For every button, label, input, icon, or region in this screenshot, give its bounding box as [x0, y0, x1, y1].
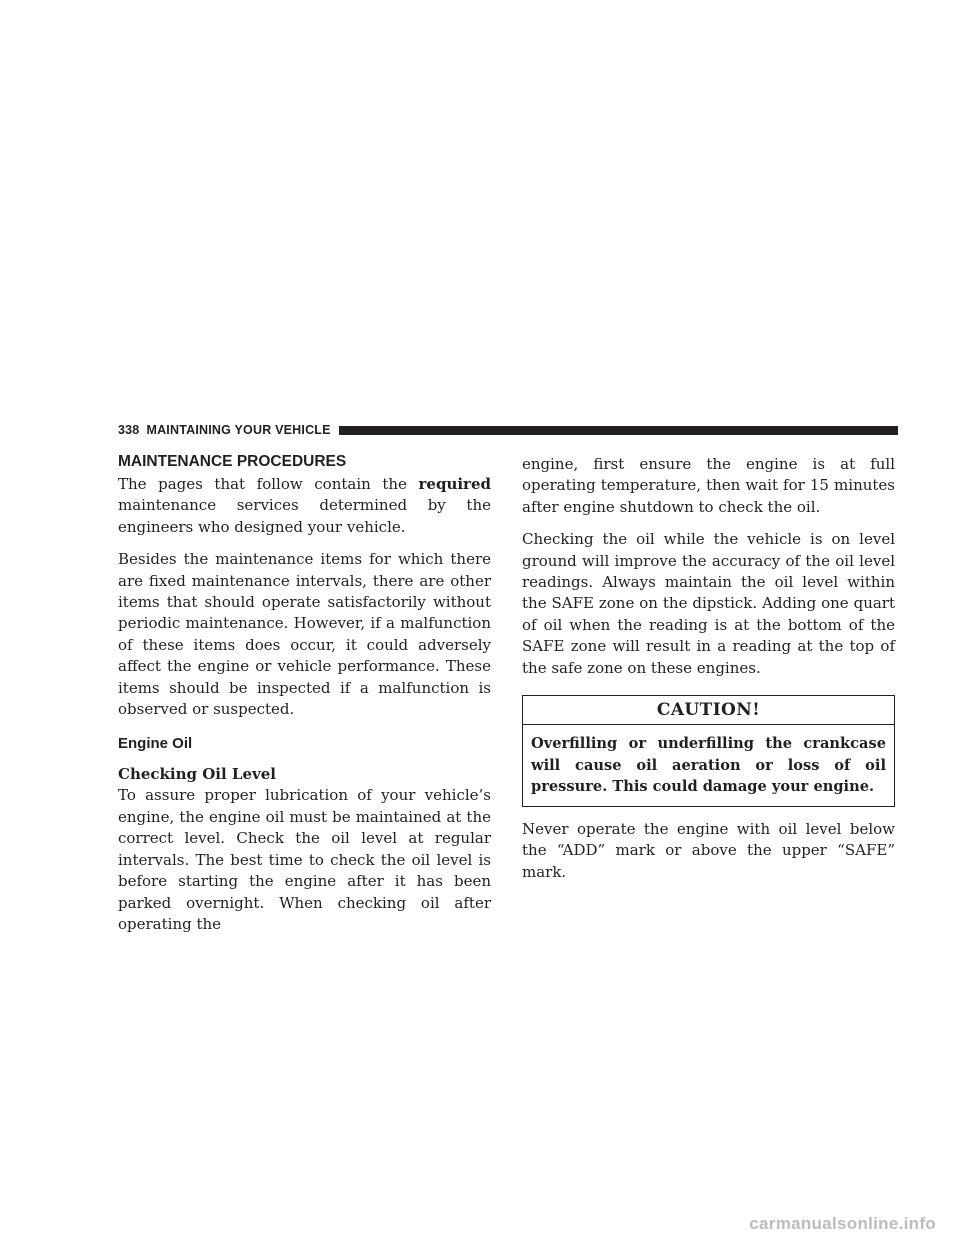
- caution-title: CAUTION!: [523, 696, 894, 725]
- maintenance-procedures-heading: MAINTENANCE PROCEDURES: [118, 453, 347, 470]
- header-rule: [339, 426, 898, 435]
- intro-text-end: maintenance services determined by the engineers who designed your vehicle.: [118, 496, 491, 536]
- section-title: MAINTAINING YOUR VEHICLE: [146, 423, 331, 437]
- intro-required-word: required: [418, 475, 491, 493]
- caution-box: [522, 695, 895, 807]
- maintenance-items-paragraph: Besides the maintenance items for which there are fixed maintenance intervals, there are other items that should operate satisfactorily without periodic maintenance. However, if a malfunction of these items does occur, it could adversely affect the engine or vehicle performance. These items should be inspected if a malfunction is observed or suspected.: [118, 550, 491, 719]
- page-header: [118, 422, 898, 438]
- oil-level-paragraph: To assure proper lubrication of your vehicle’s engine, the engine oil must be maintained at the correct level. Check the oil level at regular intervals. The best time to check the oil level is before starting the engine after it has been parked overnight. When checking oil after operating the: [118, 786, 491, 933]
- left-column: [118, 452, 491, 946]
- caution-text: Overfilling or underfilling the crankcase will cause oil aeration or loss of oil pressure. This could damage your engine.: [531, 735, 886, 796]
- right-column: [522, 454, 895, 894]
- watermark: carmanualsonline.info: [749, 1214, 936, 1233]
- engine-oil-heading: Engine Oil: [118, 735, 193, 753]
- page-number: 338: [118, 423, 140, 437]
- intro-text-start: The pages that follow contain the: [118, 475, 419, 493]
- intro-paragraph: [118, 474, 491, 538]
- level-ground-paragraph: Checking the oil while the vehicle is on level ground will improve the accuracy of the oil level readings. Always maintain the oil level within the SAFE zone on the dipstick. Adding one quart of oil when the reading is at the bottom of the SAFE zone will result in a reading at the top of the safe zone on these engines.: [522, 530, 895, 677]
- checking-oil-level-heading: Checking Oil Level: [118, 765, 276, 784]
- oil-check-continuation-paragraph: engine, first ensure the engine is at full operating temperature, then wait for 15 minutes after engine shutdown to check the oil.: [522, 455, 895, 516]
- oil-level-warning-paragraph: Never operate the engine with oil level below the “ADD” mark or above the upper “SAFE” mark.: [522, 819, 895, 881]
